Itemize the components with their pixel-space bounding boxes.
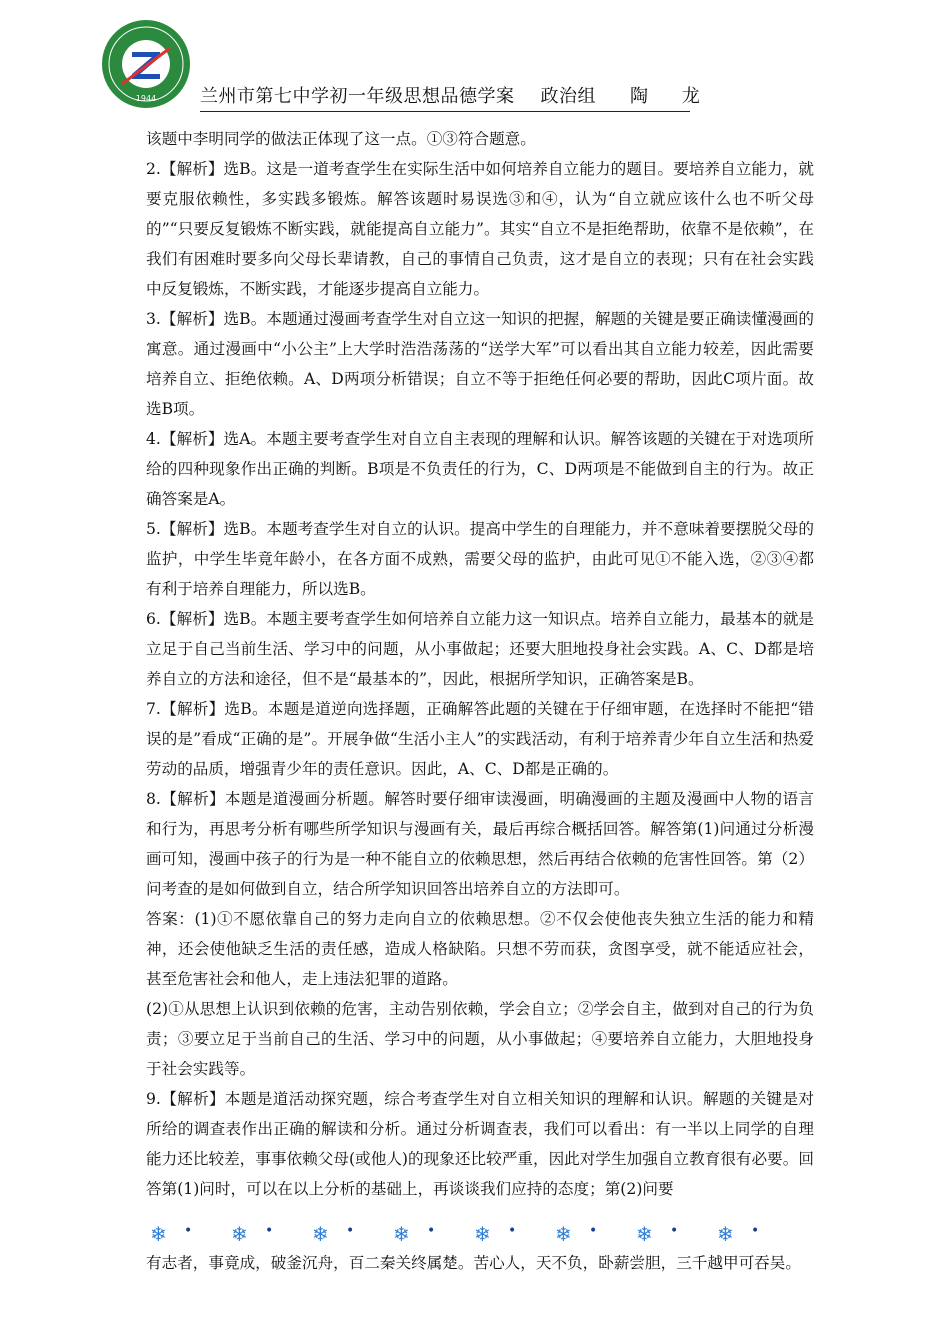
paragraph: 该题中李明同学的做法正体现了这一点。①③符合题意。 (146, 130, 536, 148)
header-school: 兰州市第七中学初一年级思想品德学案 (200, 86, 515, 107)
header-author: 陶 龙 (630, 86, 714, 107)
snowflake-icon: ❄ (636, 1222, 653, 1246)
page-header (100, 18, 714, 128)
paragraph: 2.【解析】选B。这是一道考查学生在实际生活中如何培养自立能力的题目。要培养自立能力，就要克服依赖性，多实践多锻炼。解答该题时易误选③和④，认为“自立就应该什么也不听父母的”“只要反复锻炼不断实践，就能提高自立能力”。其实“自立不是拒绝帮助，依靠不是依赖”，在我们有困难时要多向父母长辈请教，自己的事情自己负责，这才是自立的表现；只有在社会实践中反复锻炼，不断实践，才能逐步提高自立能力。 (146, 160, 814, 298)
paragraph: 9.【解析】本题是道活动探究题，综合考查学生对自立相关知识的理解和认识。解题的关键是对所给的调查表作出正确的解读和分析。通过分析调查表，我们可以看出：有一半以上同学的自理能力还比较差，事事依赖父母(或他人)的现象还比较严重，因此对学生加强自立教育很有必要。回答第(1)问时，可以在以上分析的基础上，再谈谈我们应持的态度；第(2)问要 (146, 1090, 814, 1198)
dot-icon: • (427, 1223, 436, 1239)
snowflake-icon: ❄ (717, 1222, 734, 1246)
snowflake-icon: ❄ (231, 1222, 248, 1246)
dot-icon: • (508, 1223, 517, 1239)
paragraph: (2)①从思想上认识到依赖的危害，主动告别依赖，学会自立；②学会自主，做到对自己的行为负责；③要立足于当前自己的生活、学习中的问题，从小事做起；④要培养自立能力，大胆地投身于社会实践等。 (146, 1000, 814, 1078)
paragraph: 答案：(1)①不愿依靠自己的努力走向自立的依赖思想。②不仅会使他丧失独立生活的能力和精神，还会使他缺乏生活的责任感，造成人格缺陷。只想不劳而获，贪图享受，就不能适应社会，甚至危害社会和他人，走上违法犯罪的道路。 (146, 910, 814, 988)
dot-icon: • (589, 1223, 598, 1239)
snowflake-icon: ❄ (150, 1222, 167, 1246)
header-title-line (200, 82, 714, 112)
school-emblem-icon (100, 18, 192, 110)
dot-icon: • (346, 1223, 355, 1239)
footer-motto: 有志者，事竟成，破釜沉舟，百二秦关终属楚。苦心人，天不负，卧薪尝胆，三千越甲可吞吴。 (146, 1254, 801, 1272)
dot-icon: • (751, 1223, 760, 1239)
snowflake-icon: ❄ (555, 1222, 572, 1246)
paragraph: 7.【解析】选B。本题是道逆向选择题，正确解答此题的关键在于仔细审题，在选择时不能把“错误的是”看成“正确的是”。开展争做“生活小主人”的实践活动，有利于培养青少年自立生活和热爱劳动的品质，增强青少年的责任意识。因此，A、C、D都是正确的。 (146, 700, 814, 778)
snowflake-icon: ❄ (474, 1222, 491, 1246)
dot-icon: • (265, 1223, 274, 1239)
paragraph: 4.【解析】选A。本题主要考查学生对自立自主表现的理解和认识。解答该题的关键在于对选项所给的四种现象作出正确的判断。B项是不负责任的行为，C、D两项是不能做到自主的行为。故正确答案是A。 (146, 430, 814, 508)
snowflake-icon: ❄ (312, 1222, 329, 1246)
paragraph: 5.【解析】选B。本题考查学生对自立的认识。提高中学生的自理能力，并不意味着要摆脱父母的监护，中学生毕竟年龄小，在各方面不成熟，需要父母的监护，由此可见①不能入选，②③④都有利于培养自理能力，所以选B。 (146, 520, 814, 598)
answer-explanations (146, 124, 814, 1204)
snowflake-divider (146, 1222, 806, 1248)
dot-icon: • (184, 1223, 193, 1239)
emblem-year: 1944 (135, 94, 157, 103)
snowflake-icon: ❄ (393, 1222, 410, 1246)
header-group: 政治组 (540, 86, 596, 107)
paragraph: 8.【解析】本题是道漫画分析题。解答时要仔细审读漫画，明确漫画的主题及漫画中人物的语言和行为，再思考分析有哪些所学知识与漫画有关，最后再综合概括回答。解答第(1)问通过分析漫画可知，漫画中孩子的行为是一种不能自立的依赖思想，然后再结合依赖的危害性回答。第（2）问考查的是如何做到自立，结合所学知识回答出培养自立的方法即可。 (146, 790, 814, 898)
paragraph: 3.【解析】选B。本题通过漫画考查学生对自立这一知识的把握，解题的关键是要正确读懂漫画的寓意。通过漫画中“小公主”上大学时浩浩荡荡的“送学大军”可以看出其自立能力较差，因此需要培养自立、拒绝依赖。A、D两项分析错误；自立不等于拒绝任何必要的帮助，因此C项片面。故选B项。 (146, 310, 814, 418)
paragraph: 6.【解析】选B。本题主要考查学生如何培养自立能力这一知识点。培养自立能力，最基本的就是立足于自己当前生活、学习中的问题，从小事做起；还要大胆地投身社会实践。A、C、D都是培养自立的方法和途径，但不是“最基本的”，因此，根据所学知识，正确答案是B。 (146, 610, 814, 688)
dot-icon: • (670, 1223, 679, 1239)
